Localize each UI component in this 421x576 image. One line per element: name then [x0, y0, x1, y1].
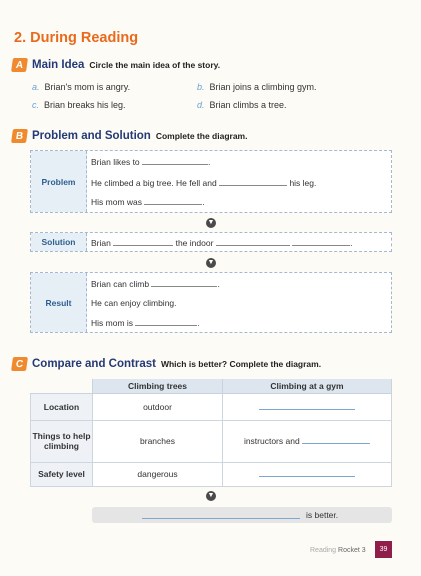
- blank-field[interactable]: [142, 157, 208, 165]
- section-c-title: Compare and Contrast: [32, 358, 156, 370]
- section-a-instruction: Circle the main idea of the story.: [89, 60, 221, 70]
- table-cell: [223, 462, 392, 486]
- table-cell: branches: [93, 420, 223, 462]
- row-label: Things to help climbing: [31, 420, 93, 462]
- page-number: 39: [375, 541, 392, 558]
- problem-line-2: He climbed a big tree. He fell and his leg.: [91, 178, 317, 188]
- conclusion-bar: [92, 507, 392, 523]
- choice-c[interactable]: [32, 100, 126, 110]
- choice-letter: c.: [32, 100, 40, 110]
- table-cell: instructors and: [223, 420, 392, 462]
- result-line-1: Brian can climb .: [91, 279, 220, 289]
- table-header: Climbing at a gym: [223, 379, 392, 393]
- section-a-title: Main Idea: [32, 59, 85, 71]
- section-a-badge: A: [11, 58, 28, 72]
- choice-text: Brian breaks his leg.: [44, 100, 126, 110]
- compare-table: [30, 379, 392, 487]
- problem-line-1: Brian likes to .: [91, 157, 211, 167]
- footer-series: Reading Rocket 3: [310, 547, 366, 554]
- choice-letter: d.: [197, 100, 205, 110]
- choice-a[interactable]: [32, 82, 130, 92]
- table-row: [31, 462, 392, 486]
- solution-box: [30, 232, 392, 252]
- result-line-3: His mom is .: [91, 318, 200, 328]
- blank-field[interactable]: [142, 518, 300, 519]
- table-cell: outdoor: [93, 393, 223, 420]
- blank-field[interactable]: [219, 178, 287, 186]
- table-row: [31, 393, 392, 420]
- choice-d[interactable]: [197, 100, 287, 110]
- result-line-2: He can enjoy climbing.: [91, 298, 177, 308]
- blank-field[interactable]: [216, 238, 290, 246]
- result-box: [30, 272, 392, 333]
- blank-field[interactable]: [135, 318, 197, 326]
- section-a-header: [12, 58, 220, 72]
- problem-line-3: His mom was .: [91, 197, 205, 207]
- page-title: 2. During Reading: [14, 30, 139, 46]
- section-b-badge: B: [11, 129, 28, 143]
- solution-label: Solution: [31, 233, 87, 251]
- arrow-down-icon: ▼: [207, 492, 215, 499]
- blank-field[interactable]: [302, 436, 370, 444]
- blank-field[interactable]: [259, 402, 355, 410]
- section-c-header: [12, 357, 321, 371]
- table-row: [31, 420, 392, 462]
- blank-field[interactable]: [151, 279, 217, 287]
- table-header-blank: [31, 379, 93, 393]
- table-cell: [223, 393, 392, 420]
- conclusion-text: is better.: [306, 510, 339, 520]
- choice-text: Brian climbs a tree.: [209, 100, 287, 110]
- section-c-badge: C: [11, 357, 28, 371]
- result-label: Result: [31, 273, 87, 332]
- choice-letter: a.: [32, 82, 40, 92]
- arrow-down-icon: ▼: [207, 259, 215, 266]
- arrow-down-icon: ▼: [207, 219, 215, 226]
- blank-field[interactable]: [113, 238, 173, 246]
- section-b-instruction: Complete the diagram.: [155, 131, 248, 141]
- choice-text: Brian's mom is angry.: [44, 82, 131, 92]
- blank-field[interactable]: [259, 469, 355, 477]
- problem-box: [30, 150, 392, 213]
- blank-field[interactable]: [292, 238, 350, 246]
- table-header: Climbing trees: [93, 379, 223, 393]
- problem-label: Problem: [31, 151, 87, 212]
- table-cell: dangerous: [93, 462, 223, 486]
- section-b-header: [12, 129, 247, 143]
- section-c-instruction: Which is better? Complete the diagram.: [160, 359, 322, 369]
- row-label: Location: [31, 393, 93, 420]
- choice-text: Brian joins a climbing gym.: [209, 82, 317, 92]
- blank-field[interactable]: [144, 197, 202, 205]
- solution-line: Brian the indoor .: [91, 238, 353, 248]
- table-header-row: [31, 379, 392, 393]
- choice-letter: b.: [197, 82, 205, 92]
- choice-b[interactable]: [197, 82, 317, 92]
- section-b-title: Problem and Solution: [32, 130, 151, 142]
- row-label: Safety level: [31, 462, 93, 486]
